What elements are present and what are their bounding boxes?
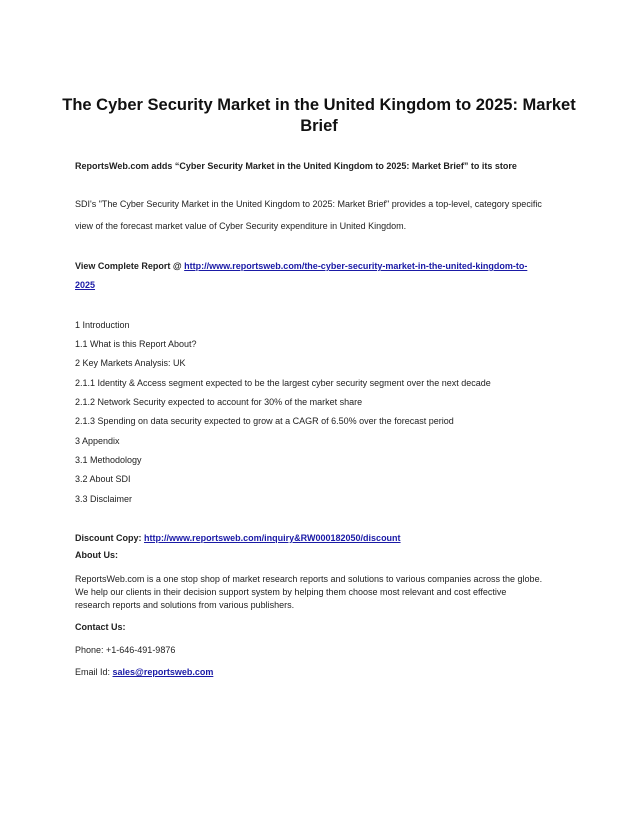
intro-line: ReportsWeb.com adds “Cyber Security Market in the United Kingdom to 2025: Market Brief” to its store: [75, 161, 517, 171]
about-line-3: research reports and solutions from various publishers.: [75, 600, 295, 610]
view-report-label: View Complete Report @: [75, 261, 185, 271]
toc-item: 1.1 What is this Report About?: [75, 339, 197, 349]
view-report-line: [75, 261, 527, 271]
discount-link[interactable]: http://www.reportsweb.com/inquiry&RW000182050/discount: [144, 533, 401, 543]
toc-item: 2.1.1 Identity & Access segment expected to be the largest cyber security segment over the next decade: [75, 378, 491, 388]
about-line-2: We help our clients in their decision support system by helping them choose most relevant and cost effective: [75, 587, 507, 597]
description-line-2: view of the forecast market value of Cyber Security expenditure in United Kingdom.: [75, 221, 407, 231]
contact-phone: Phone: +1-646-491-9876: [75, 645, 176, 655]
about-line-1: ReportsWeb.com is a one stop shop of market research reports and solutions to various companies across the globe.: [75, 574, 543, 584]
discount-label: Discount Copy:: [75, 533, 144, 543]
discount-line: [75, 533, 401, 543]
email-link[interactable]: sales@reportsweb.com: [112, 667, 214, 677]
toc-item: 2.1.3 Spending on data security expected to grow at a CAGR of 6.50% over the forecast period: [75, 416, 454, 426]
contact-heading: Contact Us:: [75, 622, 126, 632]
toc-item: 2.1.2 Network Security expected to account for 30% of the market share: [75, 397, 363, 407]
description-line-1: SDI's "The Cyber Security Market in the United Kingdom to 2025: Market Brief" provides a top-level, category specific: [75, 199, 542, 209]
contact-email-line: [75, 667, 213, 677]
view-report-link-continued[interactable]: 2025: [75, 280, 96, 290]
page-title: The Cyber Security Market in the United Kingdom to 2025: Market Brief: [62, 96, 576, 135]
toc-item: 3.1 Methodology: [75, 455, 142, 465]
toc-item: 3.2 About SDI: [75, 474, 131, 484]
toc-item: 3.3 Disclaimer: [75, 494, 133, 504]
view-report-link[interactable]: http://www.reportsweb.com/the-cyber-security-market-in-the-united-kingdom-to-: [184, 261, 528, 271]
toc-item: 3 Appendix: [75, 436, 120, 446]
toc-item: 1 Introduction: [75, 320, 130, 330]
email-label: Email Id:: [75, 667, 113, 677]
view-report-line-2: [75, 280, 95, 290]
toc-item: 2 Key Markets Analysis: UK: [75, 358, 186, 368]
about-heading: About Us:: [75, 550, 118, 560]
